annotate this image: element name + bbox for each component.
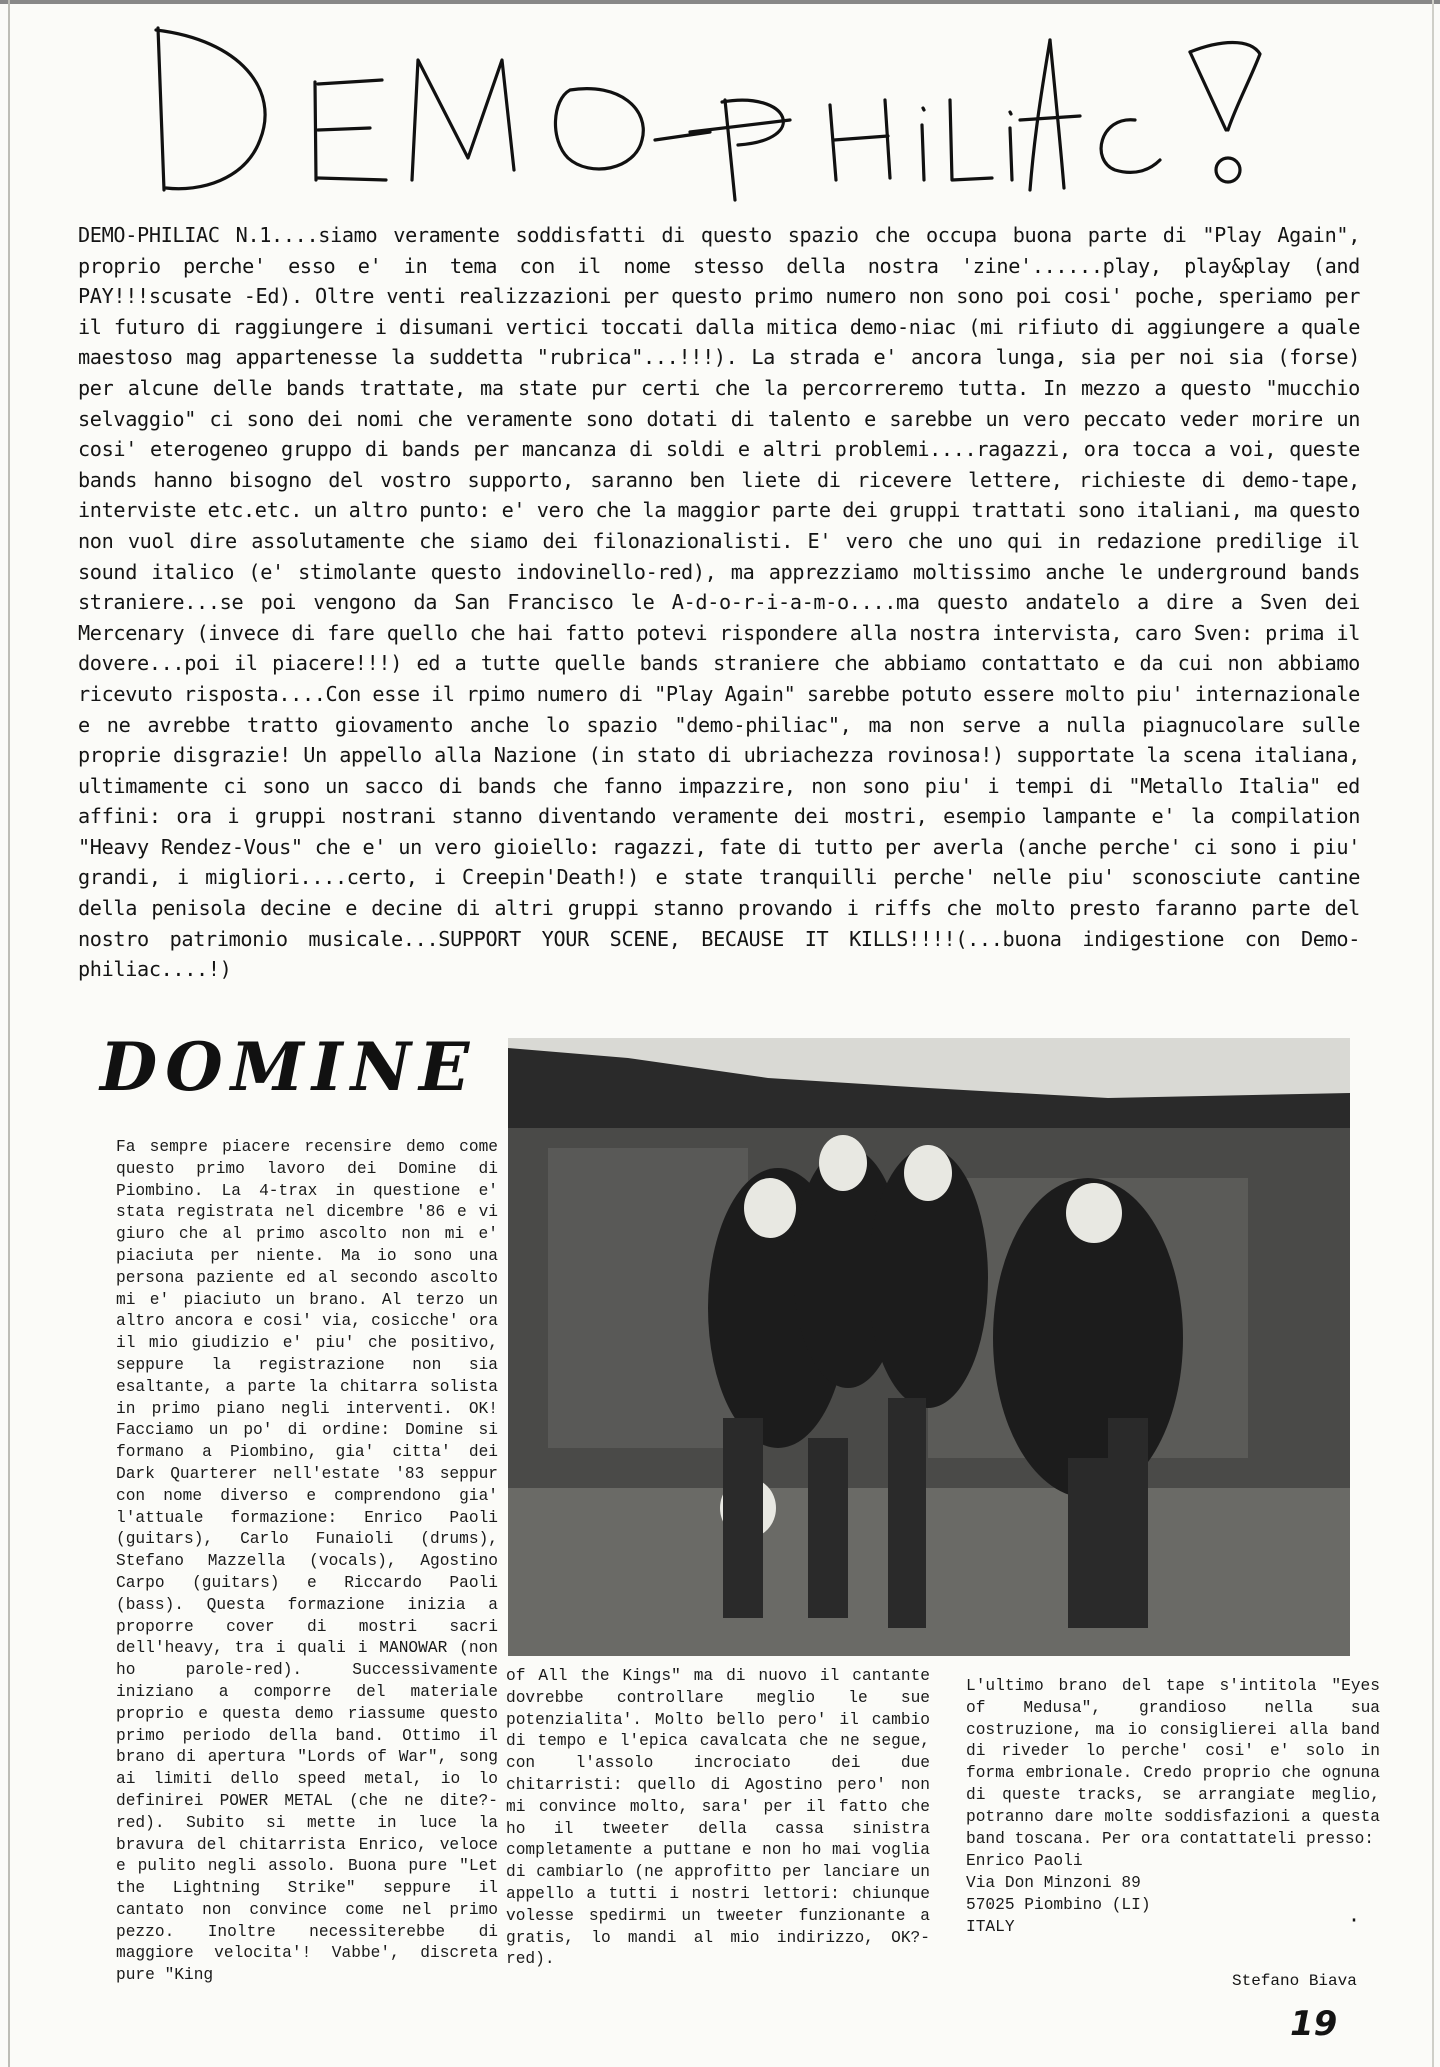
review-text-right: L'ultimo brano del tape s'intitola "Eyes of Medusa", grandioso nella sua costruzione, ma io consiglierei alla band di riveder lo perche' cosi' e' solo in forma embrionale. Credo proprio che ognuna di queste tracks, se arrangiate meglio, potranno dare molte soddisfazioni a questa band toscana. Per ora contattateli presso: (966, 1677, 1380, 1848)
band-photo-image (508, 1038, 1350, 1656)
review-text-left: Fa sempre piacere recensire demo come questo primo lavoro dei Domine di Piombino. La 4-trax in questione e' stata registrata nel dicembre '86 e vi giuro che al primo ascolto non mi e' piaciuta per niente. Ma io sono una persona paziente ed al secondo ascolto mi e' piaciuto un brano. Al terzo un altro ancora e cosi' via, cosicche' ora il mio giudizio e' piu' che positivo, seppure la registrazione non sia esaltante, a parte la chitarra solista in primo piano negli interventi. OK! Facciamo un po' di ordine: Domine si formano a Piombino, gia' citta' dei Dark Quarterer nell'estate '83 seppur con nome diverso e comprendono gia' l'attuale formazione: Enrico Paoli (guitars), Carlo Funaioli (drums), Stefano Mazzella (vocals), Agostino Carpo (guitars) e Riccardo Paoli (bass). Questa formazione inizia a proporre cover di mostri sacri dell'heavy, tra i quali i MANOWAR (non ho parole-red). Successivamente iniziano a comporre del materiale proprio e questa demo riassume questo primo periodo della band. Ottimo il brano di apertura "Lords of War", song ai limiti dello speed metal, io lo definirei POWER METAL (che ne dite?-red). Subito si mette in luce la bravura del chitarrista Enrico, veloce e pulito negli assolo. Buona pure "Let the Lightning Strike" seppure il cantato non convince come nel primo pezzo. Inoltre necessiterebbe di maggiore velocita'! Vabbe', discreta pure "King (116, 1138, 498, 1985)
scan-border (0, 0, 1440, 4)
review-column-right (966, 1676, 1380, 1938)
intro-paragraph: DEMO-PHILIAC N.1....siamo veramente soddisfatti di questo spazio che occupa buona parte di "Play Again", proprio perche' esso e' in tema con il nome stesso della nostra 'zine'......play, play&play (and PAY!!!scusate -Ed). Oltre venti realizzazioni per questo primo numero non sono poi cosi' poche, speriamo per il futuro di raggiungere i disumani vertici toccati dalla mitica demo-niac (mi rifiuto di aggiungere a quale maestoso mag appartenesse la suddetta "rubrica"...!!!). La strada e' ancora lunga, sia per noi sia (forse) per alcune delle bands trattate, ma state pur certi che la percorreremo tutta. In mezzo a questo "mucchio selvaggio" ci sono dei nomi che veramente sono dotati di talento e sarebbe un vero peccato veder morire un cosi' eterogeneo gruppo di bands per mancanza di soldi e altri problemi....ragazzi, ora tocca a voi, queste bands hanno bisogno del vostro supporto, saranno ben liete di ricevere lettere, richieste di demo-tape, interviste etc.etc. un altro punto: e' vero che la maggior parte dei gruppi trattati sono italiani, ma questo non vuol dire assolutamente che siamo dei filonazionalisti. E' vero che uno qui in redazione predilige il sound italico (e' stimolante questo indovinello-red), ma apprezziamo moltissimo anche le underground bands straniere...se poi vengono da San Francisco le A-d-o-r-i-a-m-o....ma questo andatelo a dire a Sven dei Mercenary (invece di fare quello che hai fatto potevi rispondere alla nostra intervista, caro Sven: prima il dovere...poi il piacere!!!) ed a tutte quelle bands straniere che abbiamo contattato e da cui non abbiamo ricevuto risposta....Con esse il rpimo numero di "Play Again" sarebbe potuto essere molto piu' internazionale e ne avrebbe tratto giovamento anche lo spazio "demo-philiac", ma non serve a nulla piagnucolare sulle proprie disgrazie! Un appello alla Nazione (in stato di ubriachezza rovinosa!) supportate la scena italiana, ultimamente ci sono un sacco di bands che fanno impazzire, non sono piu' i tempi di "Metallo Italia" ed affini: ora i gruppi nostrani stanno diventando veramente dei mostri, esempio lampante e' la compilation "Heavy Rendez-Vous" che e' un vero gioiello: ragazzi, fate di tutto per averla (anche perche' ci sono i piu' grandi, i migliori....certo, i Creepin'Death!) e state tranquilli perche' nelle piu' sconosciute cantine della penisola decine e decine di altri gruppi stanno provando i riffs che molto presto faranno parte del nostro patrimonio musicale...SUPPORT YOUR SCENE, BECAUSE IT KILLS!!!!(...buona indigestione con Demo-philiac....!) (78, 223, 1360, 982)
handwritten-headline (150, 20, 1300, 220)
contact-address (966, 1850, 1380, 1938)
page-edge (8, 0, 10, 2067)
page-number: 19 (1290, 2004, 1338, 2044)
page-edge (1432, 0, 1434, 2067)
contact-line: Via Don Minzoni 89 (966, 1874, 1141, 1893)
band-photo (508, 1038, 1350, 1656)
contact-line: 57025 Piombino (LI) (966, 1896, 1151, 1915)
contact-line: ITALY (966, 1918, 1015, 1937)
review-column-left (116, 1137, 498, 1987)
band-logo-domine: DOMINE (100, 1028, 478, 1106)
contact-line: Enrico Paoli (966, 1852, 1083, 1871)
author-byline: Stefano Biava (1232, 1972, 1357, 1990)
review-text-middle: of All the Kings" ma di nuovo il cantante dovrebbe controllare meglio le sue potenzialita'. Molto bello pero' il cambio di tempo e l'epica cavalcata che ne segue, con l'assolo incrociato dei due chitarristi: quello di Agostino pero' non mi convince molto, sara' per il fatto che ho il tweeter della cassa sinistra completamente a puttane e non ho mai voglia di cambiarlo (ne approfitto per lanciare un appello a tutti i nostri lettori: chiunque volesse spedirmi un tweeter funzionante a gratis, lo mandi al mio indirizzo, OK?-red). (506, 1667, 930, 1969)
stray-mark: · (1348, 1908, 1361, 1932)
review-column-middle (506, 1666, 930, 1971)
